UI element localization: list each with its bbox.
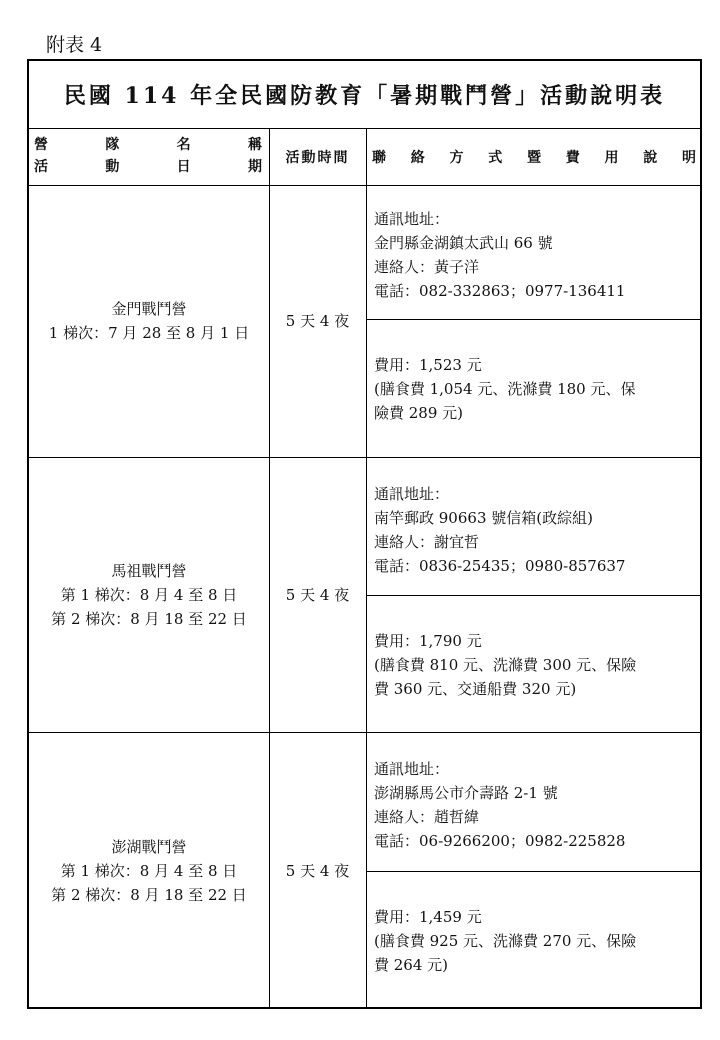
- camp-fee-info: [366, 905, 696, 977]
- camp-contact-info: [366, 757, 696, 853]
- camp-duration: 5 天 4 夜: [285, 312, 350, 330]
- header-camp: [34, 134, 262, 178]
- camp-batch: 第 1 梯次：8 月 4 至 8 日: [60, 861, 238, 880]
- contact-person: 連絡人：謝宜哲: [374, 533, 480, 551]
- fee-detail: 費 264 元): [374, 956, 449, 974]
- fee-detail: 險費 289 元): [374, 404, 464, 422]
- camp-duration: 5 天 4 夜: [285, 585, 350, 604]
- phone: 電話：082-332863；0977-136411: [374, 282, 626, 300]
- fee-detail: (膳食費 1,054 元、洗滌費 180 元、保: [374, 380, 636, 398]
- fee-detail: (膳食費 925 元、洗滌費 270 元、保險: [374, 932, 637, 950]
- camp-name-cell: [29, 185, 269, 457]
- fee-total: 費用：1,790 元: [374, 632, 482, 650]
- camp-duration: 5 天 4 夜: [285, 861, 350, 880]
- camp-batch: 1 梯次：7 月 28 至 8 月 1 日: [48, 324, 250, 342]
- phone: 電話：06-9266200；0982-225828: [374, 832, 626, 850]
- fee-detail: (膳食費 810 元、洗滌費 300 元、保險: [374, 656, 637, 674]
- address-label: 通訊地址：: [374, 485, 450, 503]
- fee-total: 費用：1,459 元: [374, 908, 482, 926]
- address-label: 通訊地址：: [374, 760, 450, 778]
- camp-name-cell: [29, 457, 269, 732]
- camp-batch: 第 2 梯次：8 月 18 至 22 日: [51, 885, 247, 904]
- contact-person: 連絡人：黃子洋: [374, 258, 480, 276]
- annex-label: 附表 4: [46, 34, 103, 56]
- contact-person: 連絡人：趙哲緯: [374, 808, 480, 826]
- phone: 電話：0836-25435；0980-857637: [374, 557, 626, 575]
- activity-table: [27, 59, 702, 1009]
- camp-fee-info: [366, 353, 696, 425]
- address: 金門縣金湖鎮太武山 66 號: [374, 234, 553, 252]
- camp-contact-info: [366, 207, 696, 303]
- camp-name: 金門戰鬥營: [111, 300, 187, 318]
- header-contact: 聯 絡 方 式 暨 費 用 說 明: [372, 149, 696, 166]
- sub-row-divider: [366, 871, 700, 872]
- camp-fee-info: [366, 629, 696, 701]
- header-time: 活動時間: [285, 149, 350, 166]
- camp-batch: 第 2 梯次：8 月 18 至 22 日: [51, 609, 247, 628]
- table-title: 民國 114 年全民國防教育「暑期戰鬥營」活動說明表: [63, 83, 666, 109]
- address-label: 通訊地址：: [374, 210, 450, 228]
- camp-contact-info: [366, 482, 696, 578]
- camp-name: 馬祖戰鬥營: [111, 561, 187, 580]
- fee-total: 費用：1,523 元: [374, 356, 482, 374]
- fee-detail: 費 360 元、交通船費 320 元): [374, 680, 577, 698]
- address: 澎湖縣馬公市介壽路 2-1 號: [374, 784, 558, 802]
- sub-row-divider: [366, 319, 700, 320]
- header-camp-name: 營 隊 名 稱: [34, 137, 262, 153]
- camp-name: 澎湖戰鬥營: [111, 837, 187, 856]
- address: 南竿郵政 90663 號信箱(政綜組): [374, 509, 593, 527]
- camp-batch: 第 1 梯次：8 月 4 至 8 日: [60, 585, 238, 604]
- camp-name-cell: [29, 732, 269, 1009]
- header-camp-date: 活 動 日 期: [34, 159, 262, 175]
- sub-row-divider: [366, 595, 700, 596]
